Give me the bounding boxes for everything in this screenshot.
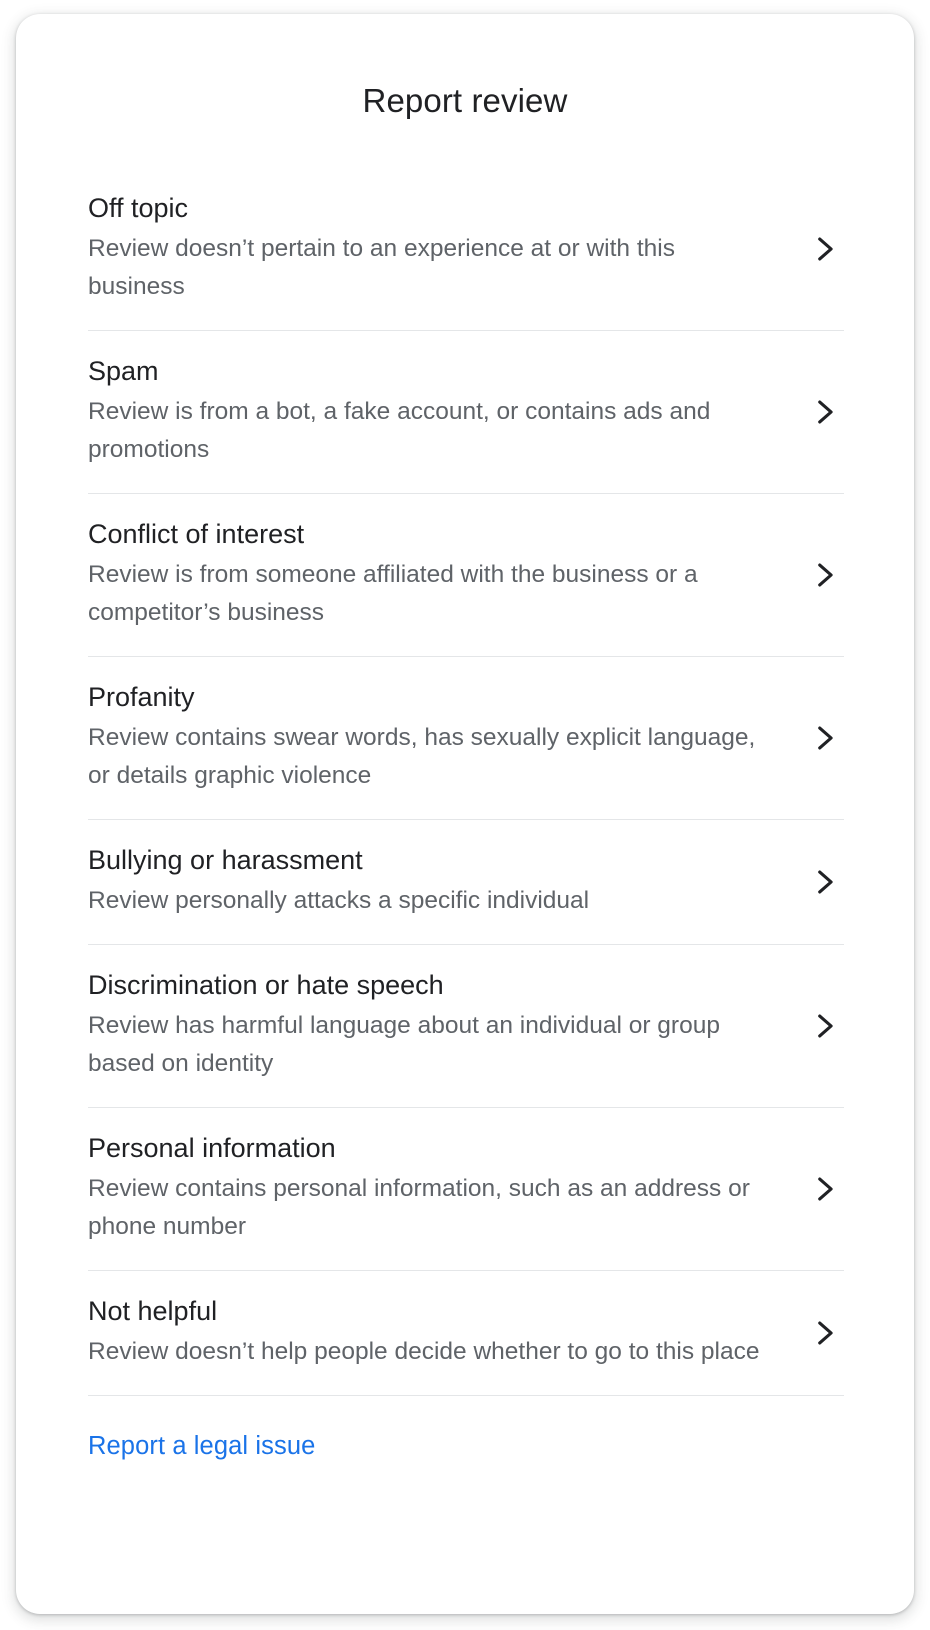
chevron-right-icon[interactable] bbox=[804, 1006, 844, 1046]
reason-description: Review doesn’t help people decide whether to go to this place bbox=[88, 1338, 760, 1365]
chevron-right-icon[interactable] bbox=[804, 1169, 844, 1209]
reason-description: Review doesn’t pertain to an experience at or with this business bbox=[88, 235, 675, 300]
reason-title: Off topic bbox=[88, 193, 189, 223]
report-reason-not-helpful[interactable] bbox=[88, 1270, 844, 1395]
report-reason-spam[interactable] bbox=[88, 330, 844, 493]
report-legal-issue-link[interactable]: Report a legal issue bbox=[88, 1432, 316, 1460]
reason-description: Review contains personal information, such as an address or phone number bbox=[88, 1175, 750, 1240]
reason-title: Personal information bbox=[88, 1133, 336, 1163]
report-reason-conflict-of-interest[interactable] bbox=[88, 493, 844, 656]
row-text bbox=[88, 1271, 759, 1395]
row-text bbox=[88, 168, 760, 330]
row-text bbox=[88, 945, 760, 1107]
chevron-right-icon[interactable] bbox=[804, 229, 844, 269]
row-text bbox=[88, 820, 589, 944]
report-reason-list bbox=[16, 168, 914, 1395]
chevron-right-icon[interactable] bbox=[804, 555, 844, 595]
chevron-right-icon[interactable] bbox=[804, 718, 844, 758]
chevron-right-icon[interactable] bbox=[804, 1313, 844, 1353]
reason-description: Review has harmful language about an individual or group based on identity bbox=[88, 1012, 720, 1077]
reason-title: Not helpful bbox=[88, 1296, 218, 1326]
dialog-footer bbox=[88, 1395, 844, 1461]
reason-description: Review contains swear words, has sexually explicit language, or details graphic violence bbox=[88, 724, 756, 789]
chevron-right-icon[interactable] bbox=[804, 862, 844, 902]
reason-title: Bullying or harassment bbox=[88, 845, 363, 875]
reason-title: Profanity bbox=[88, 682, 195, 712]
reason-description: Review personally attacks a specific individual bbox=[88, 887, 590, 914]
reason-description: Review is from a bot, a fake account, or contains ads and promotions bbox=[88, 398, 711, 463]
reason-title: Spam bbox=[88, 356, 159, 386]
row-text bbox=[88, 1108, 760, 1270]
report-reason-discrimination-or-hate-speech[interactable] bbox=[88, 944, 844, 1107]
row-text bbox=[88, 494, 760, 656]
report-reason-off-topic[interactable] bbox=[88, 168, 844, 330]
row-text bbox=[88, 657, 760, 819]
report-reason-personal-information[interactable] bbox=[88, 1107, 844, 1270]
report-reason-bullying-or-harassment[interactable] bbox=[88, 819, 844, 944]
reason-title: Discrimination or hate speech bbox=[88, 970, 444, 1000]
row-text bbox=[88, 331, 760, 493]
chevron-right-icon[interactable] bbox=[804, 392, 844, 432]
report-review-dialog bbox=[16, 14, 914, 1614]
report-reason-profanity[interactable] bbox=[88, 656, 844, 819]
dialog-title: Report review bbox=[362, 82, 568, 119]
reason-title: Conflict of interest bbox=[88, 519, 305, 549]
reason-description: Review is from someone affiliated with the business or a competitor’s business bbox=[88, 561, 698, 626]
